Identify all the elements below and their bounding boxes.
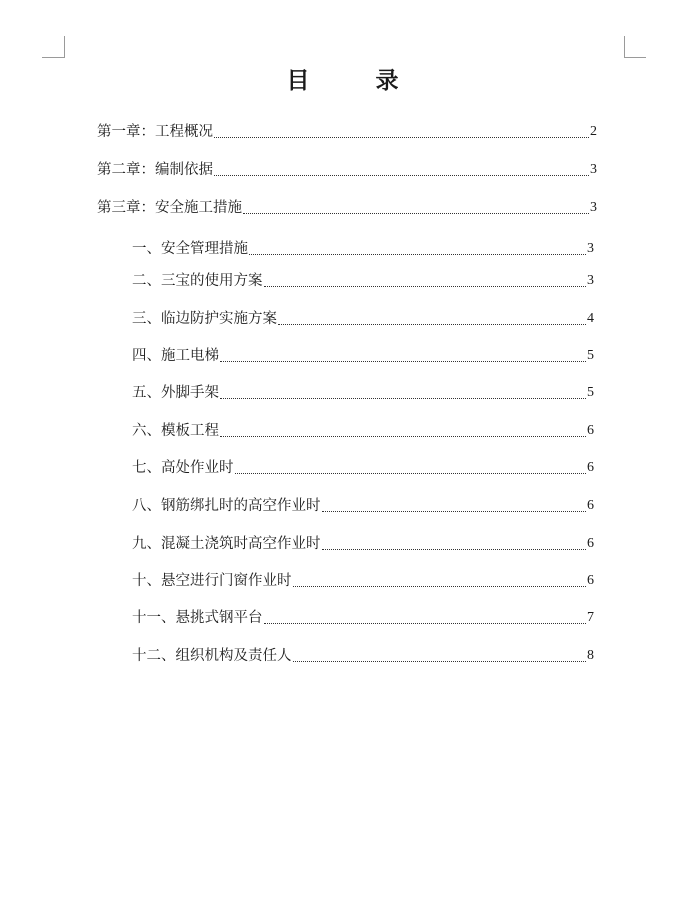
toc-section-5[interactable] xyxy=(132,382,594,404)
toc-section-7[interactable] xyxy=(132,457,594,479)
toc-dot-leader xyxy=(264,607,587,629)
toc-dot-leader xyxy=(278,308,586,330)
toc-chapter-2[interactable] xyxy=(97,159,597,181)
toc-section-8[interactable] xyxy=(132,495,594,517)
toc-dot-leader xyxy=(220,345,586,367)
toc-dot-leader xyxy=(249,238,586,260)
toc-page-number: 6 xyxy=(587,423,594,438)
toc-dot-leader xyxy=(220,382,586,404)
toc-dot-leader xyxy=(264,270,587,292)
toc-section-3[interactable] xyxy=(132,308,594,330)
toc-section-11[interactable] xyxy=(132,607,594,629)
toc-entry-label: 四、施工电梯 xyxy=(132,348,219,364)
toc-page-number: 6 xyxy=(587,573,594,588)
toc-page-number: 5 xyxy=(587,385,594,400)
header-margin-line-left xyxy=(42,57,65,58)
toc-page-number: 6 xyxy=(587,536,594,551)
toc-title-part-2: 录 xyxy=(375,68,399,94)
toc-dot-leader xyxy=(293,645,587,667)
toc-page-number: 6 xyxy=(587,498,594,513)
toc-dot-leader xyxy=(235,457,587,479)
header-margin-tick-right xyxy=(624,36,625,58)
toc-page-number: 3 xyxy=(587,273,594,288)
toc-page-number: 4 xyxy=(587,311,594,326)
toc-page-number: 7 xyxy=(587,610,594,625)
toc-page-number: 6 xyxy=(587,460,594,475)
toc-chapter-1[interactable] xyxy=(97,121,597,143)
toc-page-number: 3 xyxy=(590,200,597,215)
toc-chapter-3[interactable] xyxy=(97,197,597,219)
toc-page-number: 3 xyxy=(587,241,594,256)
toc-entry-label: 十二、组织机构及责任人 xyxy=(132,648,292,664)
toc-section-1[interactable] xyxy=(132,238,594,260)
toc-section-9[interactable] xyxy=(132,533,594,555)
toc-title xyxy=(0,62,685,94)
toc-entry-label: 七、高处作业时 xyxy=(132,460,234,476)
toc-entry-label: 第一章：工程概况 xyxy=(97,124,213,140)
header-margin-line-right xyxy=(624,57,646,58)
toc-section-12[interactable] xyxy=(132,645,594,667)
header-margin-tick-left xyxy=(64,36,65,58)
toc-entry-label: 六、模板工程 xyxy=(132,423,219,439)
toc-dot-leader xyxy=(220,420,586,442)
toc-entry-label: 十、悬空进行门窗作业时 xyxy=(132,573,292,589)
toc-entry-label: 一、安全管理措施 xyxy=(132,241,248,257)
toc-dot-leader xyxy=(293,570,587,592)
toc-dot-leader xyxy=(243,197,589,219)
toc-page-number: 3 xyxy=(590,162,597,177)
toc-dot-leader xyxy=(322,533,587,555)
toc-page-number: 5 xyxy=(587,348,594,363)
toc-dot-leader xyxy=(214,121,589,143)
toc-entry-label: 八、钢筋绑扎时的高空作业时 xyxy=(132,498,321,514)
toc-page-number: 2 xyxy=(590,124,597,139)
toc-entry-label: 第三章：安全施工措施 xyxy=(97,200,242,216)
toc-entry-label: 三、临边防护实施方案 xyxy=(132,311,277,327)
toc-page-number: 8 xyxy=(587,648,594,663)
toc-title-part-1: 目 xyxy=(286,68,310,94)
toc-section-2[interactable] xyxy=(132,270,594,292)
toc-entry-label: 九、混凝土浇筑时高空作业时 xyxy=(132,536,321,552)
toc-section-6[interactable] xyxy=(132,420,594,442)
toc-entry-label: 十一、悬挑式钢平台 xyxy=(132,610,263,626)
toc-dot-leader xyxy=(214,159,589,181)
toc-section-4[interactable] xyxy=(132,345,594,367)
toc-section-10[interactable] xyxy=(132,570,594,592)
toc-entry-label: 第二章：编制依据 xyxy=(97,162,213,178)
toc-dot-leader xyxy=(322,495,587,517)
toc-entry-label: 五、外脚手架 xyxy=(132,385,219,401)
toc-entry-label: 二、三宝的使用方案 xyxy=(132,273,263,289)
